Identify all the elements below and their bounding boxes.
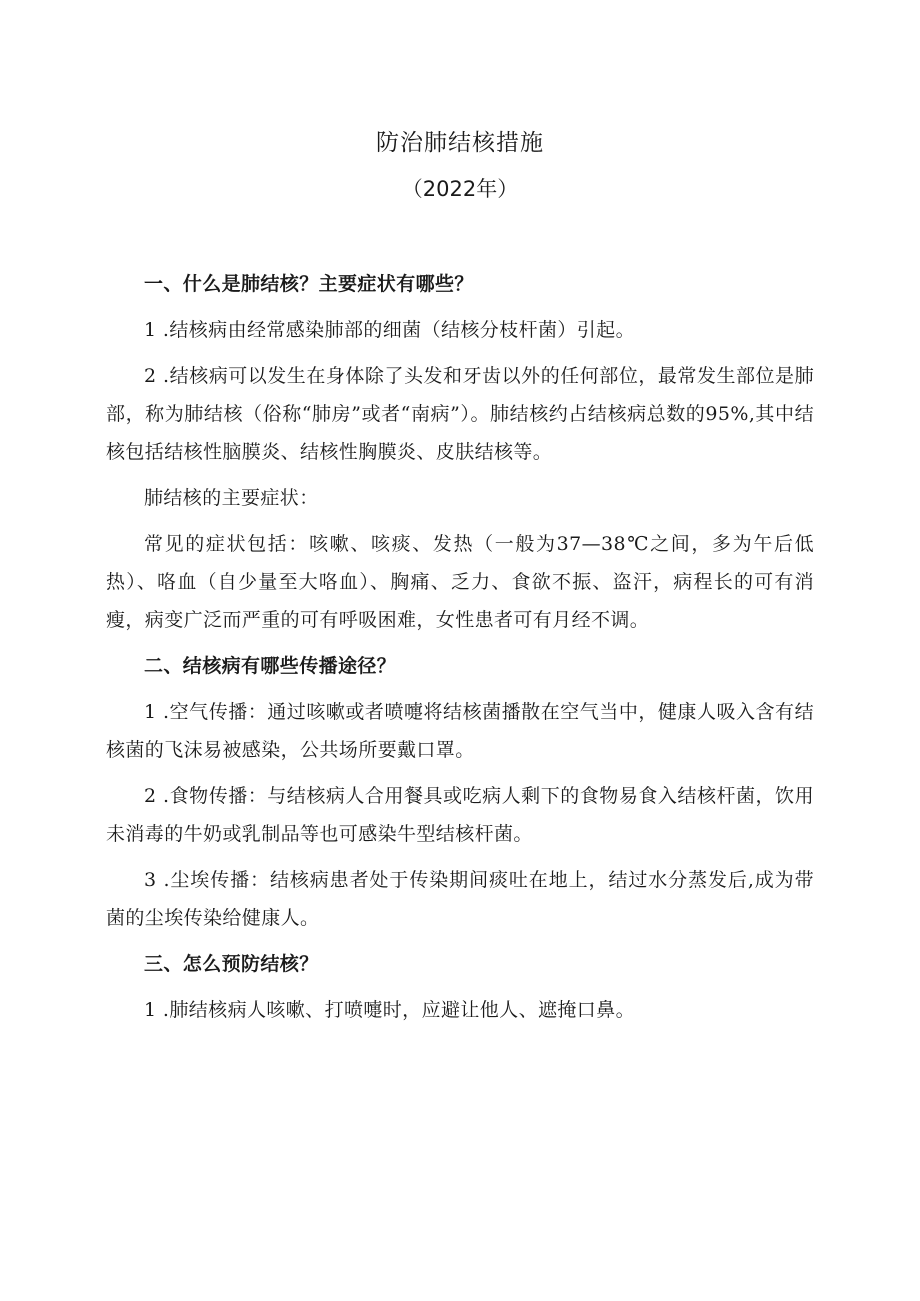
paragraph: 肺结核的主要症状： (144, 487, 319, 509)
paragraph: 常见的症状包括：咳嗽、咳痰、发热（一般为37—38℃之间，多为午后低热）、咯血（自少量至大咯血）、胸痛、乏力、食欲不振、盗汗，病程长的可有消瘦，病变广泛而严重的可有呼吸困难，女性患者可有月经不调。 (106, 533, 814, 631)
document-title: 防治肺结核措施 (376, 130, 544, 156)
paragraph: 2 .结核病可以发生在身体除了头发和牙齿以外的任何部位，最常发生部位是肺部，称为肺结核（俗称“肺房”或者“南病”）。肺结核约占结核病总数的95%,其中结核包括结核性脑膜炎、结核性胸膜炎、皮肤结核等。 (106, 365, 814, 463)
paragraph: 1 .空气传播：通过咳嗽或者喷嚏将结核菌播散在空气当中，健康人吸入含有结核菌的飞沫易被感染，公共场所要戴口罩。 (106, 701, 814, 761)
section-heading: 二、结核病有哪些传播途径？ (144, 655, 397, 677)
paragraph: 1 .肺结核病人咳嗽、打喷嚏时，应避让他人、遮掩口鼻。 (144, 999, 635, 1021)
paragraph: 2 .食物传播：与结核病人合用餐具或吃病人剩下的食物易食入结核杆菌，饮用未消毒的牛奶或乳制品等也可感染牛型结核杆菌。 (106, 785, 814, 845)
document-body (106, 265, 814, 1037)
section-heading: 三、怎么预防结核？ (144, 953, 319, 975)
paragraph: 3 .尘埃传播：结核病患者处于传染期间痰吐在地上，结过水分蒸发后,成为带菌的尘埃传染给健康人。 (106, 869, 814, 929)
document-subtitle: （2022年） (401, 177, 519, 201)
paragraph: 1 .结核病由经常感染肺部的细菌（结核分枝杆菌）引起。 (144, 319, 635, 341)
section-heading: 一、什么是肺结核？主要症状有哪些？ (144, 273, 474, 295)
